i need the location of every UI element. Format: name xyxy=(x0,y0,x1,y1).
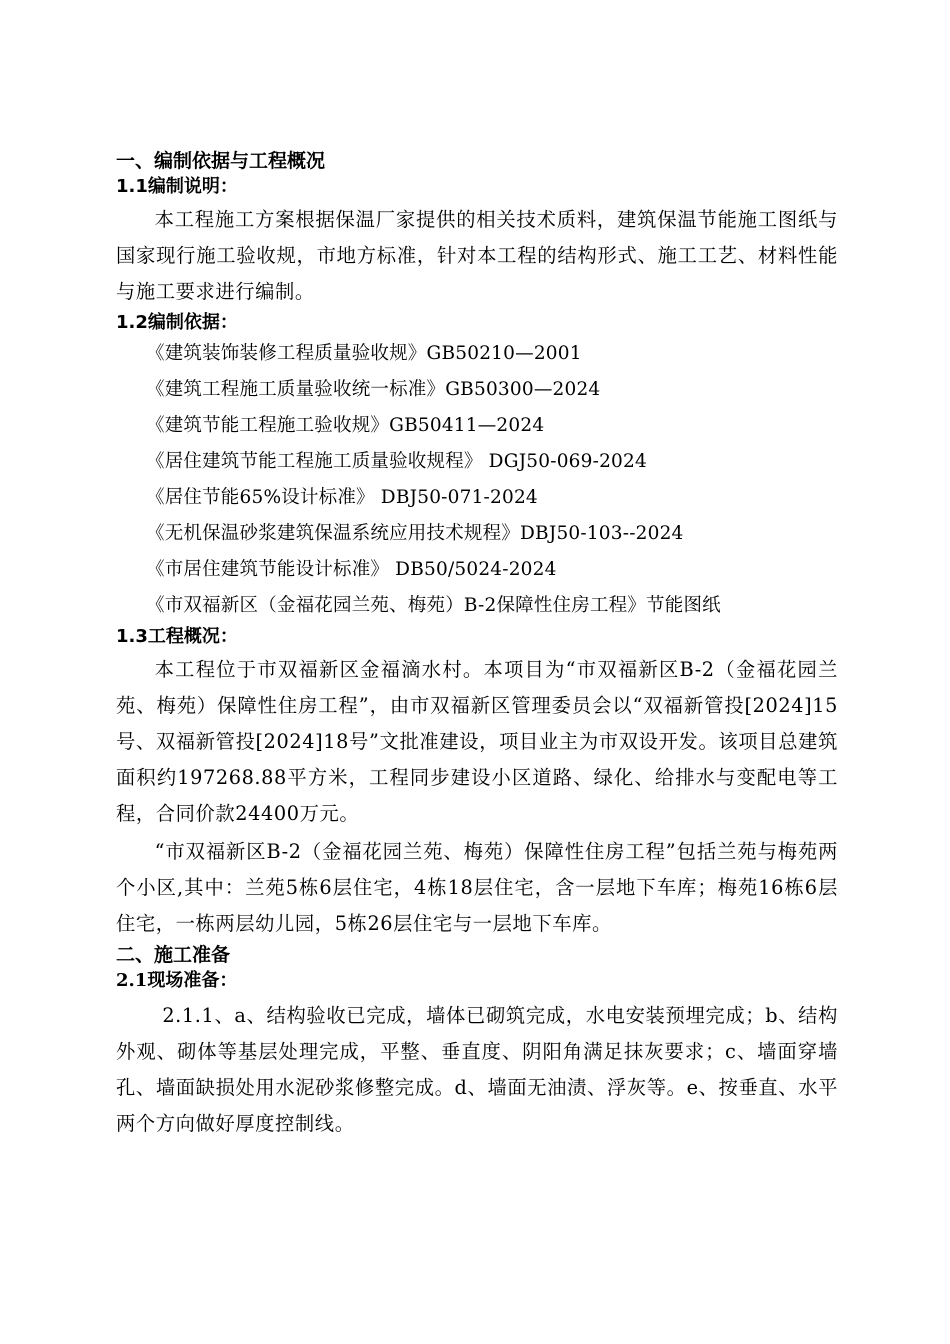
section-2-1-heading: 2.1现场准备： xyxy=(116,970,238,991)
section-1-2-heading: 1.2编制依据： xyxy=(116,312,238,333)
reference-item: 《市双福新区（金福花园兰苑、梅苑）B-2保障性住房工程》节能图纸 xyxy=(146,595,721,616)
section-1-3-paragraph-1: 本工程位于市双福新区金福滴水村。本项目为“市双福新区B-2（金福花园兰苑、梅苑）保障性住房工程”，由市双福新区管理委员会以“双福新管投[2024]15号、双福新管投[2024]18号”文批准建设，项目业主为市双设开发。该项目总建筑面积约197268.88平方米，工程同步建设小区道路、绿化、给排水与变配电等工程，合同价款24400万元。 xyxy=(116,658,838,825)
reference-item: 《无机保温砂浆建筑保温系统应用技术规程》DBJ50-103--2024 xyxy=(146,523,684,544)
document-page xyxy=(116,148,838,1142)
section-1-3-paragraph-2: “市双福新区B-2（金福花园兰苑、梅苑）保障性住房工程”包括兰苑与梅苑两个小区,其中：兰苑5栋6层住宅，4栋18层住宅，含一层地下车库；梅苑16栋6层住宅，一栋两层幼儿园，5栋26层住宅与一层地下车库。 xyxy=(116,840,838,935)
section-2-heading: 二、施工准备 xyxy=(116,944,231,966)
reference-item: 《建筑节能工程施工验收规》GB50411—2024 xyxy=(146,415,545,436)
reference-item: 《居住节能65%设计标准》 DBJ50-071-2024 xyxy=(146,487,538,508)
section-1-3-heading: 1.3工程概况： xyxy=(116,626,238,647)
reference-item: 《建筑工程施工质量验收统一标准》GB50300—2024 xyxy=(146,379,601,400)
section-2-1-paragraph: 2.1.1、a、结构验收已完成，墙体已砌筑完成，水电安装预埋完成；b、结构外观、砌体等基层处理完成，平整、垂直度、阴阳角满足抹灰要求；c、墙面穿墙孔、墙面缺损处用水泥砂浆修整完成。d、墙面无油渍、浮灰等。e、按垂直、水平两个方向做好厚度控制线。 xyxy=(116,1004,838,1135)
reference-item: 《市居住建筑节能设计标准》 DB50/5024-2024 xyxy=(146,559,557,580)
reference-list xyxy=(116,336,838,624)
section-1-1-heading: 1.1编制说明： xyxy=(116,176,238,197)
reference-item: 《建筑装饰装修工程质量验收规》GB50210—2001 xyxy=(146,343,582,364)
section-1-1-paragraph: 本工程施工方案根据保温厂家提供的相关技术质料，建筑保温节能施工图纸与国家现行施工验收规，市地方标准，针对本工程的结构形式、施工工艺、材料性能与施工要求进行编制。 xyxy=(116,208,838,303)
section-1-heading: 一、编制依据与工程概况 xyxy=(116,150,326,172)
reference-item: 《居住建筑节能工程施工质量验收规程》 DGJ50-069-2024 xyxy=(146,451,647,472)
